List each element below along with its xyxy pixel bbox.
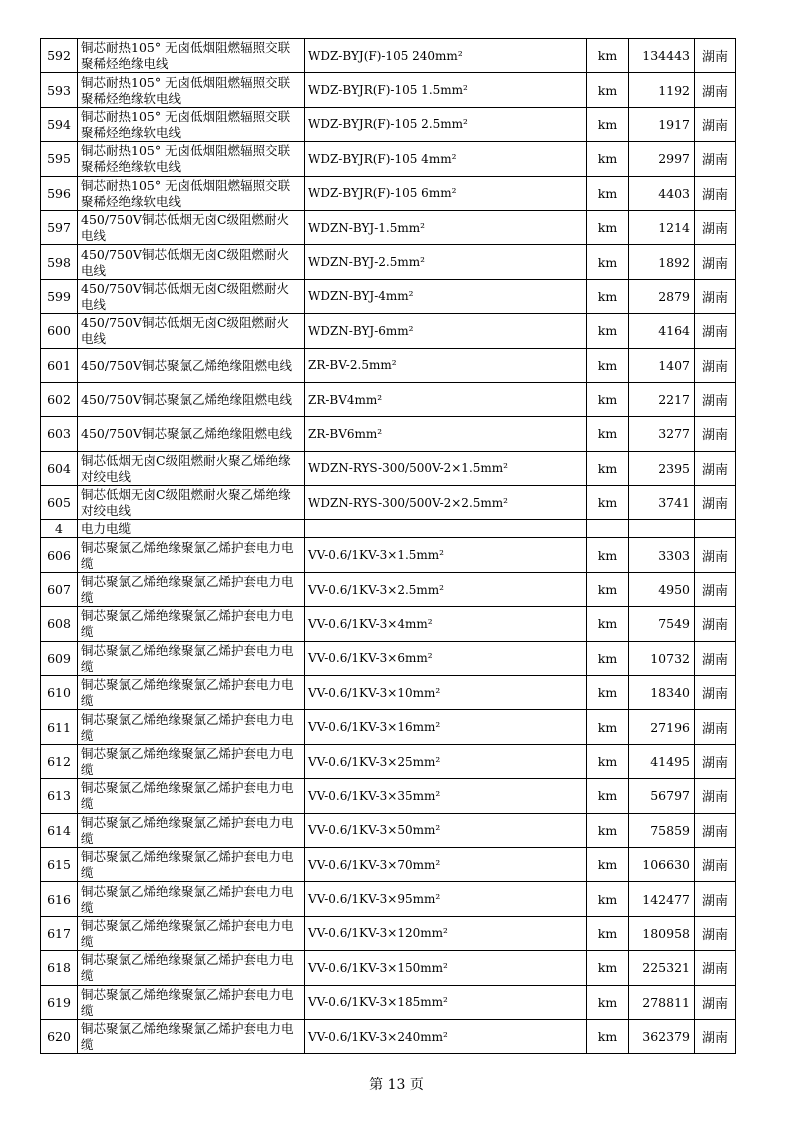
- item-name: 铜芯聚氯乙烯绝缘聚氯乙烯护套电力电缆: [78, 607, 305, 641]
- page-number: 第 13 页: [369, 1077, 424, 1093]
- item-name: 铜芯聚氯乙烯绝缘聚氯乙烯护套电力电缆: [78, 641, 305, 675]
- table-row: [41, 451, 736, 485]
- item-region: 湖南: [695, 245, 736, 279]
- item-name: 铜芯聚氯乙烯绝缘聚氯乙烯护套电力电缆: [78, 710, 305, 744]
- item-region: 湖南: [695, 382, 736, 416]
- row-number: 604: [41, 451, 78, 485]
- item-price: 4403: [629, 176, 695, 210]
- row-number: 608: [41, 607, 78, 641]
- section-header-row: [41, 520, 736, 538]
- item-name: 450/750V铜芯低烟无卤C级阻燃耐火电线: [78, 314, 305, 348]
- row-number: 603: [41, 417, 78, 451]
- item-name: 铜芯聚氯乙烯绝缘聚氯乙烯护套电力电缆: [78, 676, 305, 710]
- item-name: 铜芯耐热105° 无卤低烟阻燃辐照交联聚稀烃绝缘软电线: [78, 107, 305, 141]
- item-region: 湖南: [695, 572, 736, 606]
- item-spec: WDZN-BYJ-6mm²: [305, 314, 587, 348]
- item-region: 湖南: [695, 710, 736, 744]
- row-number: 592: [41, 39, 78, 73]
- item-price: 1917: [629, 107, 695, 141]
- item-unit: km: [587, 607, 629, 641]
- item-price: [629, 520, 695, 538]
- item-price: 278811: [629, 985, 695, 1019]
- item-price: 106630: [629, 847, 695, 881]
- table-row: [41, 951, 736, 985]
- row-number: 606: [41, 538, 78, 572]
- table-row: [41, 142, 736, 176]
- row-number: 593: [41, 73, 78, 107]
- item-unit: km: [587, 641, 629, 675]
- table-row: [41, 710, 736, 744]
- item-name: 铜芯聚氯乙烯绝缘聚氯乙烯护套电力电缆: [78, 847, 305, 881]
- table-row: [41, 813, 736, 847]
- table-row: [41, 1019, 736, 1053]
- row-number: 601: [41, 348, 78, 382]
- table-row: [41, 572, 736, 606]
- item-price: 4950: [629, 572, 695, 606]
- table-row: [41, 744, 736, 778]
- row-number: 611: [41, 710, 78, 744]
- item-spec: WDZN-BYJ-2.5mm²: [305, 245, 587, 279]
- table-row: [41, 382, 736, 416]
- item-unit: km: [587, 279, 629, 313]
- item-spec: WDZ-BYJ(F)-105 240mm²: [305, 39, 587, 73]
- item-region: 湖南: [695, 641, 736, 675]
- item-spec: VV-0.6/1KV-3×6mm²: [305, 641, 587, 675]
- table-row: [41, 210, 736, 244]
- table-row: [41, 985, 736, 1019]
- item-price: 1892: [629, 245, 695, 279]
- table-row: [41, 916, 736, 950]
- table-row: [41, 676, 736, 710]
- item-unit: km: [587, 39, 629, 73]
- item-name: 铜芯聚氯乙烯绝缘聚氯乙烯护套电力电缆: [78, 882, 305, 916]
- row-number: 605: [41, 486, 78, 520]
- item-unit: km: [587, 676, 629, 710]
- item-unit: km: [587, 985, 629, 1019]
- item-unit: km: [587, 847, 629, 881]
- row-number: 602: [41, 382, 78, 416]
- table-row: [41, 486, 736, 520]
- item-spec: WDZN-BYJ-4mm²: [305, 279, 587, 313]
- item-price: 75859: [629, 813, 695, 847]
- item-price: 4164: [629, 314, 695, 348]
- item-name: 450/750V铜芯低烟无卤C级阻燃耐火电线: [78, 245, 305, 279]
- item-name: 铜芯聚氯乙烯绝缘聚氯乙烯护套电力电缆: [78, 572, 305, 606]
- row-number: 4: [41, 520, 78, 538]
- row-number: 597: [41, 210, 78, 244]
- item-region: 湖南: [695, 607, 736, 641]
- item-spec: VV-0.6/1KV-3×120mm²: [305, 916, 587, 950]
- item-unit: km: [587, 744, 629, 778]
- item-price: 225321: [629, 951, 695, 985]
- item-spec: ZR-BV6mm²: [305, 417, 587, 451]
- item-unit: km: [587, 813, 629, 847]
- item-spec: VV-0.6/1KV-3×95mm²: [305, 882, 587, 916]
- item-spec: VV-0.6/1KV-3×185mm²: [305, 985, 587, 1019]
- row-number: 599: [41, 279, 78, 313]
- table-row: [41, 314, 736, 348]
- item-name: 铜芯低烟无卤C级阻燃耐火聚乙烯绝缘对绞电线: [78, 486, 305, 520]
- price-table: [40, 38, 736, 1054]
- item-name: 450/750V铜芯低烟无卤C级阻燃耐火电线: [78, 279, 305, 313]
- item-price: 3277: [629, 417, 695, 451]
- item-name: 铜芯耐热105° 无卤低烟阻燃辐照交联聚稀烃绝缘软电线: [78, 73, 305, 107]
- item-region: 湖南: [695, 107, 736, 141]
- table-row: [41, 279, 736, 313]
- item-region: 湖南: [695, 847, 736, 881]
- item-price: 3741: [629, 486, 695, 520]
- item-spec: VV-0.6/1KV-3×1.5mm²: [305, 538, 587, 572]
- table-row: [41, 641, 736, 675]
- table-row: [41, 176, 736, 210]
- item-spec: ZR-BV-2.5mm²: [305, 348, 587, 382]
- item-unit: km: [587, 451, 629, 485]
- item-spec: VV-0.6/1KV-3×50mm²: [305, 813, 587, 847]
- item-name: 铜芯聚氯乙烯绝缘聚氯乙烯护套电力电缆: [78, 813, 305, 847]
- row-number: 600: [41, 314, 78, 348]
- row-number: 607: [41, 572, 78, 606]
- item-spec: WDZ-BYJR(F)-105 4mm²: [305, 142, 587, 176]
- table-row: [41, 779, 736, 813]
- item-spec: VV-0.6/1KV-3×35mm²: [305, 779, 587, 813]
- item-price: 18340: [629, 676, 695, 710]
- row-number: 595: [41, 142, 78, 176]
- row-number: 619: [41, 985, 78, 1019]
- item-unit: km: [587, 245, 629, 279]
- table-row: [41, 245, 736, 279]
- item-region: 湖南: [695, 538, 736, 572]
- item-region: 湖南: [695, 882, 736, 916]
- row-number: 613: [41, 779, 78, 813]
- item-price: 1192: [629, 73, 695, 107]
- item-region: 湖南: [695, 417, 736, 451]
- item-price: 362379: [629, 1019, 695, 1053]
- row-number: 615: [41, 847, 78, 881]
- row-number: 616: [41, 882, 78, 916]
- item-name: 450/750V铜芯低烟无卤C级阻燃耐火电线: [78, 210, 305, 244]
- row-number: 596: [41, 176, 78, 210]
- table-body: [41, 39, 736, 1054]
- item-spec: VV-0.6/1KV-3×4mm²: [305, 607, 587, 641]
- table-row: [41, 847, 736, 881]
- item-price: 1407: [629, 348, 695, 382]
- item-unit: km: [587, 538, 629, 572]
- item-region: 湖南: [695, 951, 736, 985]
- table-row: [41, 538, 736, 572]
- item-region: 湖南: [695, 676, 736, 710]
- item-region: 湖南: [695, 279, 736, 313]
- item-spec: WDZ-BYJR(F)-105 1.5mm²: [305, 73, 587, 107]
- item-unit: km: [587, 417, 629, 451]
- item-unit: km: [587, 348, 629, 382]
- table-row: [41, 39, 736, 73]
- item-spec: VV-0.6/1KV-3×25mm²: [305, 744, 587, 778]
- item-name: 450/750V铜芯聚氯乙烯绝缘阻燃电线: [78, 382, 305, 416]
- item-spec: [305, 520, 587, 538]
- item-name: 铜芯聚氯乙烯绝缘聚氯乙烯护套电力电缆: [78, 916, 305, 950]
- item-region: 湖南: [695, 176, 736, 210]
- item-region: 湖南: [695, 210, 736, 244]
- item-name: 铜芯聚氯乙烯绝缘聚氯乙烯护套电力电缆: [78, 951, 305, 985]
- item-unit: km: [587, 73, 629, 107]
- item-name: 铜芯耐热105° 无卤低烟阻燃辐照交联聚稀烃绝缘软电线: [78, 176, 305, 210]
- item-unit: [587, 520, 629, 538]
- item-unit: km: [587, 916, 629, 950]
- item-price: 2217: [629, 382, 695, 416]
- item-unit: km: [587, 1019, 629, 1053]
- item-name: 450/750V铜芯聚氯乙烯绝缘阻燃电线: [78, 348, 305, 382]
- item-name: 铜芯聚氯乙烯绝缘聚氯乙烯护套电力电缆: [78, 538, 305, 572]
- item-price: 7549: [629, 607, 695, 641]
- item-price: 1214: [629, 210, 695, 244]
- item-name: 铜芯聚氯乙烯绝缘聚氯乙烯护套电力电缆: [78, 1019, 305, 1053]
- item-unit: km: [587, 107, 629, 141]
- item-unit: km: [587, 210, 629, 244]
- row-number: 618: [41, 951, 78, 985]
- item-unit: km: [587, 951, 629, 985]
- item-region: 湖南: [695, 314, 736, 348]
- item-region: 湖南: [695, 1019, 736, 1053]
- item-name: 铜芯低烟无卤C级阻燃耐火聚乙烯绝缘对绞电线: [78, 451, 305, 485]
- item-spec: VV-0.6/1KV-3×16mm²: [305, 710, 587, 744]
- row-number: 598: [41, 245, 78, 279]
- item-region: 湖南: [695, 813, 736, 847]
- item-unit: km: [587, 176, 629, 210]
- row-number: 612: [41, 744, 78, 778]
- item-region: 湖南: [695, 486, 736, 520]
- item-name: 电力电缆: [78, 520, 305, 538]
- item-region: 湖南: [695, 39, 736, 73]
- item-spec: WDZN-RYS-300/500V-2×2.5mm²: [305, 486, 587, 520]
- row-number: 594: [41, 107, 78, 141]
- table-row: [41, 882, 736, 916]
- item-price: 2879: [629, 279, 695, 313]
- item-region: [695, 520, 736, 538]
- item-spec: WDZN-RYS-300/500V-2×1.5mm²: [305, 451, 587, 485]
- item-name: 铜芯聚氯乙烯绝缘聚氯乙烯护套电力电缆: [78, 985, 305, 1019]
- item-unit: km: [587, 142, 629, 176]
- item-spec: WDZ-BYJR(F)-105 6mm²: [305, 176, 587, 210]
- item-price: 27196: [629, 710, 695, 744]
- item-spec: WDZN-BYJ-1.5mm²: [305, 210, 587, 244]
- item-region: 湖南: [695, 142, 736, 176]
- row-number: 617: [41, 916, 78, 950]
- item-price: 10732: [629, 641, 695, 675]
- row-number: 614: [41, 813, 78, 847]
- item-unit: km: [587, 486, 629, 520]
- item-unit: km: [587, 710, 629, 744]
- item-name: 450/750V铜芯聚氯乙烯绝缘阻燃电线: [78, 417, 305, 451]
- item-region: 湖南: [695, 985, 736, 1019]
- item-unit: km: [587, 882, 629, 916]
- item-price: 180958: [629, 916, 695, 950]
- item-spec: VV-0.6/1KV-3×150mm²: [305, 951, 587, 985]
- item-price: 134443: [629, 39, 695, 73]
- item-spec: VV-0.6/1KV-3×2.5mm²: [305, 572, 587, 606]
- row-number: 609: [41, 641, 78, 675]
- item-price: 56797: [629, 779, 695, 813]
- item-name: 铜芯聚氯乙烯绝缘聚氯乙烯护套电力电缆: [78, 744, 305, 778]
- item-price: 142477: [629, 882, 695, 916]
- item-spec: VV-0.6/1KV-3×10mm²: [305, 676, 587, 710]
- table-row: [41, 348, 736, 382]
- item-name: 铜芯耐热105° 无卤低烟阻燃辐照交联聚稀烃绝缘软电线: [78, 142, 305, 176]
- row-number: 620: [41, 1019, 78, 1053]
- item-region: 湖南: [695, 73, 736, 107]
- item-unit: km: [587, 382, 629, 416]
- item-region: 湖南: [695, 744, 736, 778]
- item-spec: VV-0.6/1KV-3×70mm²: [305, 847, 587, 881]
- item-name: 铜芯耐热105° 无卤低烟阻燃辐照交联聚稀烃绝缘电线: [78, 39, 305, 73]
- table-row: [41, 417, 736, 451]
- table-row: [41, 107, 736, 141]
- item-unit: km: [587, 779, 629, 813]
- item-region: 湖南: [695, 779, 736, 813]
- item-unit: km: [587, 572, 629, 606]
- item-unit: km: [587, 314, 629, 348]
- item-price: 2997: [629, 142, 695, 176]
- item-region: 湖南: [695, 916, 736, 950]
- item-spec: VV-0.6/1KV-3×240mm²: [305, 1019, 587, 1053]
- item-spec: WDZ-BYJR(F)-105 2.5mm²: [305, 107, 587, 141]
- item-name: 铜芯聚氯乙烯绝缘聚氯乙烯护套电力电缆: [78, 779, 305, 813]
- table-row: [41, 73, 736, 107]
- item-price: 41495: [629, 744, 695, 778]
- item-price: 3303: [629, 538, 695, 572]
- item-region: 湖南: [695, 348, 736, 382]
- item-region: 湖南: [695, 451, 736, 485]
- item-spec: ZR-BV4mm²: [305, 382, 587, 416]
- row-number: 610: [41, 676, 78, 710]
- item-price: 2395: [629, 451, 695, 485]
- table-row: [41, 607, 736, 641]
